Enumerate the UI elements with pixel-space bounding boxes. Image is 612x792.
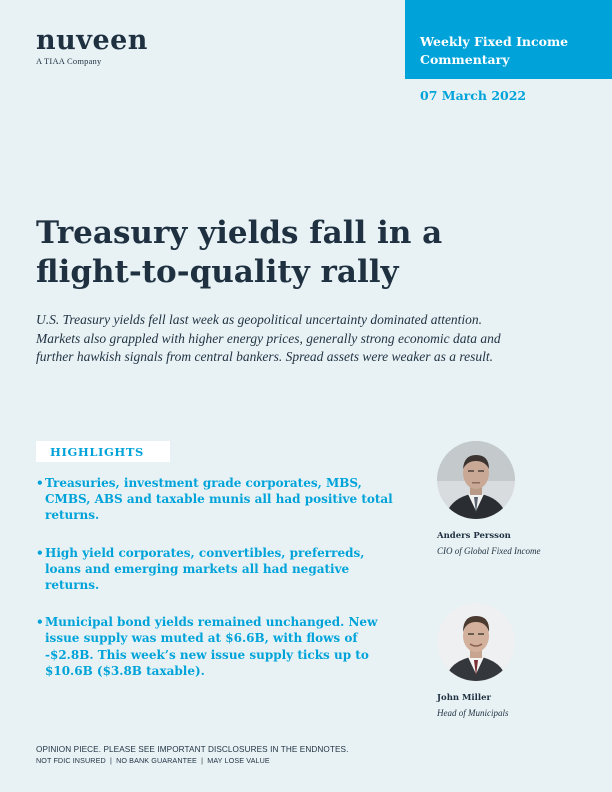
title-line-2: flight-to-quality rally [36, 254, 399, 290]
author-card-miller [437, 603, 515, 718]
publication-date: 07 March 2022 [420, 88, 527, 103]
article-summary: U.S. Treasury yields fell last week as geopolitical uncertainty dominated attention. Markets also grappled with higher energy prices, generally strong economic data and further hawkish signals from central bankers. Spread assets were weaker as a result. [36, 312, 501, 364]
highlights-list [36, 475, 396, 700]
highlight-text: High yield corporates, convertibles, preferreds, loans and emerging markets all had negative returns. [45, 545, 365, 593]
author-name: John Miller [437, 693, 491, 703]
author-role: Head of Municipals [437, 708, 509, 718]
disclosure-note: OPINION PIECE. PLEASE SEE IMPORTANT DISCLOSURES IN THE ENDNOTES. [36, 745, 349, 754]
series-banner [405, 0, 612, 79]
series-title-line2: Commentary [420, 52, 510, 67]
footer [36, 745, 348, 765]
author-role: CIO of Global Fixed Income [437, 546, 541, 556]
author-card-persson [437, 441, 540, 556]
highlight-item [36, 614, 396, 679]
legal-notice: NOT FDIC INSURED | NO BANK GUARANTEE | MAY LOSE VALUE [36, 756, 270, 765]
highlight-item [36, 475, 396, 524]
highlights-label: HIGHLIGHTS [36, 441, 170, 462]
author-portrait-icon [437, 441, 515, 519]
author-portrait-icon [437, 603, 515, 681]
highlight-text: Treasuries, investment grade corporates, MBS, CMBS, ABS and taxable munis all had positive total returns. [45, 476, 393, 523]
bullet-icon: • [36, 476, 44, 490]
highlight-text: Municipal bond yields remained unchanged. New issue supply was muted at $6.6B, with flows of -$2.8B. This week’s new issue supply ticks up to $10.6B ($3.8B taxable). [45, 615, 378, 678]
author-name: Anders Persson [437, 531, 511, 541]
highlight-item [36, 545, 396, 594]
series-title-line1: Weekly Fixed Income [420, 34, 569, 49]
bullet-icon: • [36, 545, 44, 560]
nuveen-logo [36, 26, 148, 66]
bullet-icon: • [36, 615, 44, 630]
logo-tagline: A TIAA Company [36, 56, 102, 66]
logo-wordmark: nuveen [36, 25, 148, 56]
article-title [36, 214, 556, 292]
title-line-1: Treasury yields fall in a [36, 215, 443, 251]
